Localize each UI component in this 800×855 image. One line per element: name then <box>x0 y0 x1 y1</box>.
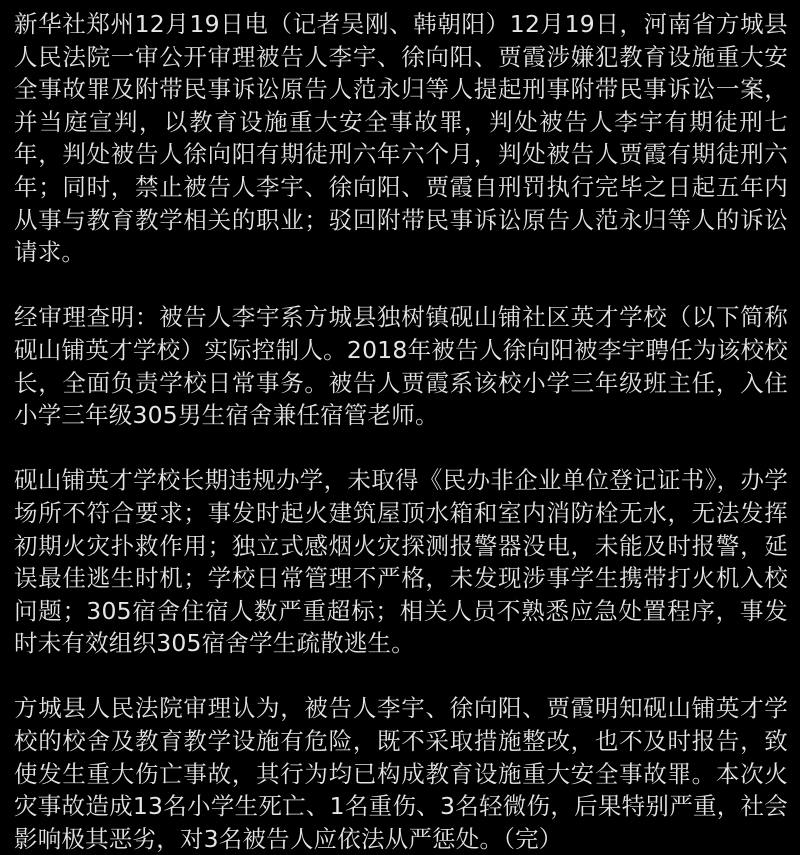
paragraph-ruling: 方城县人民法院审理认为，被告人李宇、徐向阳、贾霞明知砚山铺英才学校的校舍及教育教学设施有危险，既不采取措施整改，也不及时报告，致使发生重大伤亡事故，其行为均已构成教育设施重大安全事故罪。本次火灾事故造成13名小学生死亡、1名重伤、3名轻微伤，后果特别严重，社会影响极其恶劣，对3名被告人应依法从严惩处。（完） <box>14 694 788 853</box>
paragraph-intro: 新华社郑州12月19日电（记者吴刚、韩朝阳）12月19日，河南省方城县人民法院一审公开审理被告人李宇、徐向阳、贾霞涉嫌犯教育设施重大安全事故罪及附带民事诉讼原告人范永归等人提起刑事附带民事诉讼一案，并当庭宣判，以教育设施重大安全事故罪，判处被告人李宇有期徒刑七年，判处被告人徐向阳有期徒刑六年六个月，判处被告人贾霞有期徒刑六年；同时，禁止被告人李宇、徐向阳、贾霞自刑罚执行完毕之日起五年内从事与教育教学相关的职业；驳回附带民事诉讼原告人范永归等人的诉讼请求。 <box>14 10 788 267</box>
paragraph-findings: 经审理查明：被告人李宇系方城县独树镇砚山铺社区英才学校（以下简称砚山铺英才学校）实际控制人。2018年被告人徐向阳被李宇聘任为该校校长，全面负责学校日常事务。被告人贾霞系该校小学三年级班主任，入住小学三年级305男生宿舍兼任宿管老师。 <box>14 303 788 430</box>
paragraph-violations: 砚山铺英才学校长期违规办学，未取得《民办非企业单位登记证书》，办学场所不符合要求；事发时起火建筑屋顶水箱和室内消防栓无水，无法发挥初期火灾扑救作用；独立式感烟火灾探测报警器没电，未能及时报警，延误最佳逃生时机；学校日常管理不严格，未发现涉事学生携带打火机入校问题；305宿舍住宿人数严重超标；相关人员不熟悉应急处置程序，事发时未有效组织305宿舍学生疏散逃生。 <box>14 466 788 658</box>
